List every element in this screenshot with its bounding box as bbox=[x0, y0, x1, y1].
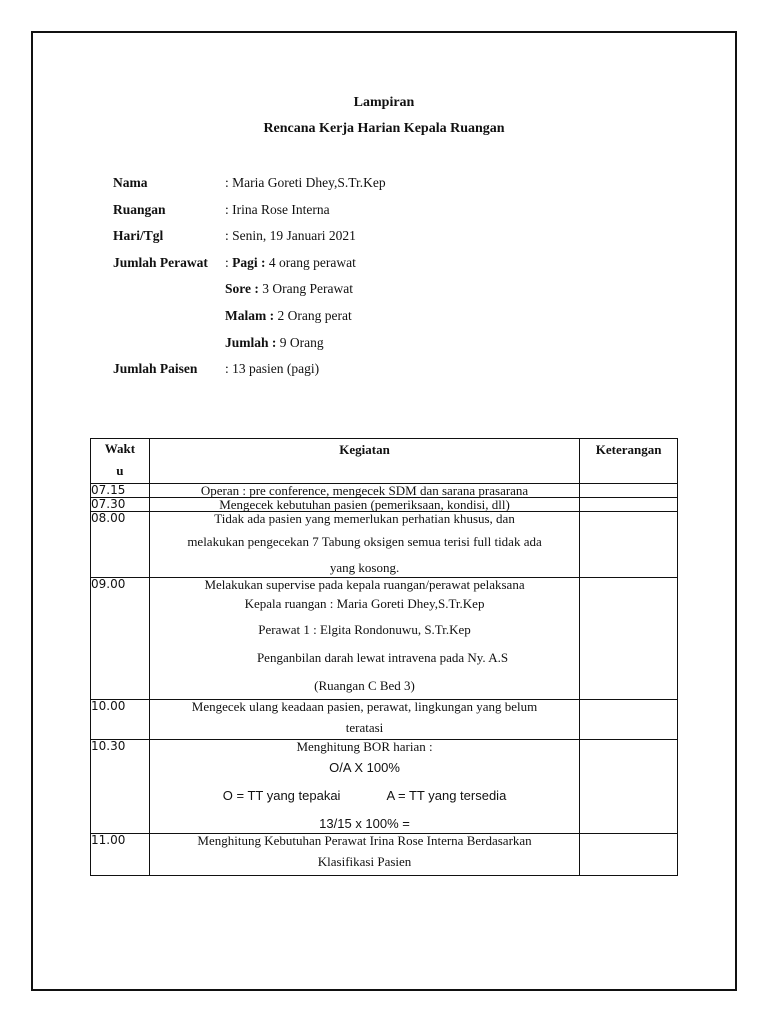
activity-line: Tidak ada pasien yang memerlukan perhatian khusus, dan bbox=[214, 511, 515, 526]
activity-line: Kepala ruangan : Maria Goreti Dhey,S.Tr.Kep bbox=[244, 596, 485, 611]
hari-label: Hari/Tgl bbox=[113, 228, 164, 244]
malam-label: Malam : bbox=[225, 307, 275, 323]
info-row-ruangan bbox=[113, 202, 386, 229]
row-note bbox=[580, 484, 678, 498]
row-time: 10.30 bbox=[91, 740, 150, 834]
header-keterangan: Keterangan bbox=[580, 439, 678, 484]
table-row bbox=[91, 740, 678, 834]
ruangan-label: Ruangan bbox=[113, 201, 166, 217]
row-activity bbox=[149, 484, 580, 498]
perawat-colon: : bbox=[225, 254, 233, 270]
info-row-malam bbox=[113, 308, 386, 335]
header-waktu bbox=[91, 439, 150, 484]
pagi-value: 4 orang perawat bbox=[265, 254, 356, 270]
malam-value-line bbox=[225, 308, 352, 335]
row-time: 07.15 bbox=[91, 484, 150, 498]
work-plan-table bbox=[90, 438, 678, 876]
jumlah-label: Jumlah : bbox=[225, 334, 277, 350]
info-row-hari bbox=[113, 228, 386, 255]
activity-line: Menghitung Kebutuhan Perawat Irina Rose Interna Berdasarkan bbox=[197, 833, 532, 848]
table-row bbox=[91, 700, 678, 740]
activity-line: O/A X 100% bbox=[329, 760, 400, 775]
activity-line: A = TT yang tersedia bbox=[386, 788, 507, 803]
sore-value: 3 Orang Perawat bbox=[258, 281, 353, 297]
row-note bbox=[580, 740, 678, 834]
sore-value-line bbox=[225, 281, 353, 308]
row-time: 11.00 bbox=[91, 834, 150, 876]
row-note bbox=[580, 700, 678, 740]
header-waktu-line1: Wakt bbox=[104, 441, 136, 456]
row-time: 08.00 bbox=[91, 512, 150, 578]
info-row-nama bbox=[113, 175, 386, 202]
table-row bbox=[91, 498, 678, 512]
info-row-jumlah bbox=[113, 335, 386, 362]
row-note bbox=[580, 498, 678, 512]
row-activity bbox=[149, 740, 580, 834]
activity-line: Mengecek kebutuhan pasien (pemeriksaan, kondisi, dll) bbox=[219, 497, 510, 512]
hari-value: : Senin, 19 Januari 2021 bbox=[225, 228, 356, 244]
document-subtitle: Rencana Kerja Harian Kepala Ruangan bbox=[263, 121, 505, 136]
activity-line: Klasifikasi Pasien bbox=[317, 854, 412, 869]
activity-line: teratasi bbox=[345, 720, 384, 735]
pasien-label: Jumlah Paisen bbox=[113, 361, 198, 377]
row-time: 07.30 bbox=[91, 498, 150, 512]
activity-line: melakukan pengecekan 7 Tabung oksigen semua terisi full tidak ada bbox=[187, 534, 542, 549]
activity-line: O = TT yang tepakai bbox=[222, 788, 341, 803]
row-note bbox=[580, 578, 678, 700]
table-row bbox=[91, 834, 678, 876]
activity-line: (Ruangan C Bed 3) bbox=[314, 678, 415, 693]
activity-line: Menghitung BOR harian : bbox=[296, 739, 433, 754]
document-title: Lampiran bbox=[353, 95, 415, 110]
jumlah-value-line bbox=[225, 335, 324, 362]
row-activity bbox=[149, 700, 580, 740]
activity-line: Mengecek ulang keadaan pasien, perawat, lingkungan yang belum bbox=[191, 699, 538, 714]
malam-value: 2 Orang perat bbox=[274, 307, 352, 323]
table-header-row bbox=[91, 439, 678, 484]
pagi-label: Pagi : bbox=[232, 254, 266, 270]
table-row bbox=[91, 484, 678, 498]
ruangan-value: : Irina Rose Interna bbox=[225, 201, 330, 217]
pasien-value: : 13 pasien (pagi) bbox=[225, 361, 320, 377]
info-row-sore bbox=[113, 281, 386, 308]
sore-label: Sore : bbox=[225, 281, 259, 297]
bor-definitions-line bbox=[150, 783, 580, 809]
row-activity bbox=[149, 498, 580, 512]
activity-line: 13/15 x 100% = bbox=[319, 816, 410, 831]
nama-value: : Maria Goreti Dhey,S.Tr.Kep bbox=[225, 175, 386, 190]
table-row bbox=[91, 578, 678, 700]
activity-line: yang kosong. bbox=[329, 560, 400, 575]
row-activity bbox=[149, 512, 580, 578]
info-row-perawat bbox=[113, 255, 386, 282]
activity-line: Melakukan supervise pada kepala ruangan/perawat pelaksana bbox=[204, 577, 525, 592]
row-activity bbox=[149, 834, 580, 876]
header-kegiatan: Kegiatan bbox=[149, 439, 580, 484]
row-note bbox=[580, 834, 678, 876]
info-row-pasien bbox=[113, 361, 386, 388]
pagi-value-line bbox=[225, 255, 356, 282]
nama-label: Nama bbox=[113, 175, 148, 190]
perawat-label: Jumlah Perawat bbox=[113, 254, 208, 270]
activity-line: Penganbilan darah lewat intravena pada Ny. A.S bbox=[256, 650, 509, 665]
header-waktu-line2: u bbox=[116, 463, 124, 478]
table-row bbox=[91, 512, 678, 578]
jumlah-value: 9 Orang bbox=[276, 334, 324, 350]
row-activity bbox=[149, 578, 580, 700]
row-time: 09.00 bbox=[91, 578, 150, 700]
activity-line: Perawat 1 : Elgita Rondonuwu, S.Tr.Kep bbox=[258, 622, 471, 637]
row-note bbox=[580, 512, 678, 578]
info-block bbox=[113, 175, 386, 388]
row-time: 10.00 bbox=[91, 700, 150, 740]
activity-line: Operan : pre conference, mengecek SDM dan sarana prasarana bbox=[200, 483, 529, 498]
